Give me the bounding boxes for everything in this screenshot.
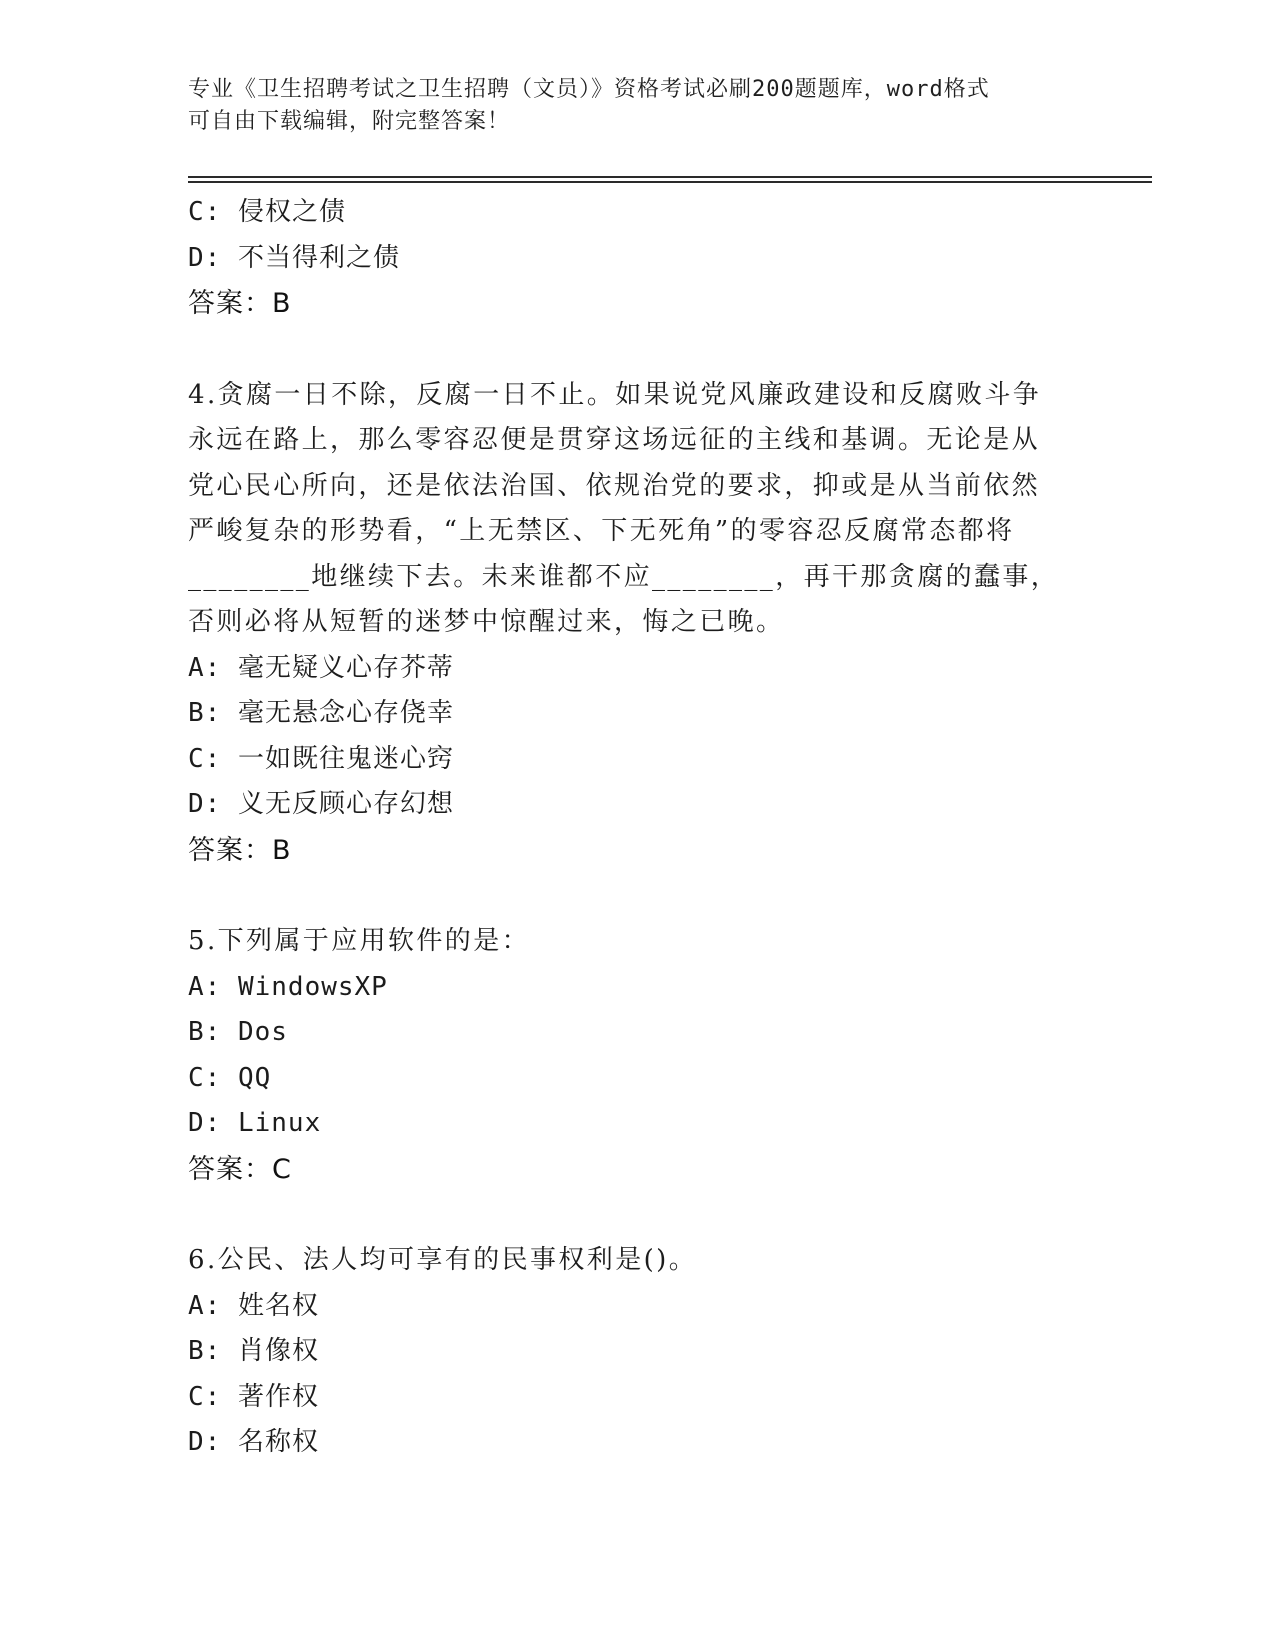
option-c: C: 一如既往鬼迷心窍 xyxy=(188,743,454,774)
question-4 xyxy=(188,373,1088,874)
option-b: B: 毫无悬念心存侥幸 xyxy=(188,698,454,728)
question-stem-line: 严峻复杂的形势看，“上无禁区、下无死角”的零容忍反腐常态都将 xyxy=(188,516,1015,546)
question-stem-line: 否则必将从短暂的迷梦中惊醒过来，悔之已晚。 xyxy=(188,607,785,637)
option-d: D: Linux xyxy=(188,1108,322,1138)
spacer xyxy=(188,873,1088,919)
question-stem-line: ________地继续下去。未来谁都不应________，再干那贪腐的蠢事， xyxy=(188,561,1060,592)
option-d: D: 义无反顾心存幻想 xyxy=(188,789,454,819)
question-stem-line: 4.贪腐一日不除，反腐一日不止。如果说党风廉政建设和反腐败斗争 xyxy=(188,379,1042,410)
document-header xyxy=(188,74,1068,138)
option-c: C: QQ xyxy=(188,1062,272,1093)
question-stem-line: 永远在路上，那么零容忍便是贯穿这场远征的主线和基调。无论是从 xyxy=(188,425,1041,455)
spacer xyxy=(188,327,1088,373)
header-divider-bottom xyxy=(188,181,1152,183)
question-stem-line: 6.公民、法人均可享有的民事权利是()。 xyxy=(188,1245,698,1275)
question-6 xyxy=(188,1238,1088,1466)
option-c: C: 侵权之债 xyxy=(188,197,346,227)
option-d: D: 不当得利之债 xyxy=(188,242,400,273)
option-d: D: 名称权 xyxy=(188,1427,319,1457)
option-a: A: 毫无疑义心存芥蒂 xyxy=(188,652,454,683)
question-3-fragment xyxy=(188,190,1088,327)
option-b: B: Dos xyxy=(188,1017,288,1047)
answer-line: 答案：B xyxy=(188,834,292,866)
question-list xyxy=(188,190,1088,1466)
answer-line: 答案：C xyxy=(188,1153,292,1185)
option-c: C: 著作权 xyxy=(188,1381,319,1412)
question-stem-line: 党心民心所向，还是依法治国、依规治党的要求，抑或是从当前依然 xyxy=(188,470,1041,501)
header-line-1: 专业《卫生招聘考试之卫生招聘（文员）》资格考试必刷200题题库，word格式 xyxy=(188,77,990,102)
header-divider-top xyxy=(188,176,1152,178)
question-stem-line: 5.下列属于应用软件的是： xyxy=(188,926,531,956)
answer-line: 答案：B xyxy=(188,288,292,319)
option-b: B: 肖像权 xyxy=(188,1336,319,1366)
option-a: A: WindowsXP xyxy=(188,971,388,1002)
question-5 xyxy=(188,919,1088,1192)
option-a: A: 姓名权 xyxy=(188,1290,319,1321)
header-line-2: 可自由下载编辑，附完整答案！ xyxy=(188,109,511,134)
spacer xyxy=(188,1192,1088,1238)
